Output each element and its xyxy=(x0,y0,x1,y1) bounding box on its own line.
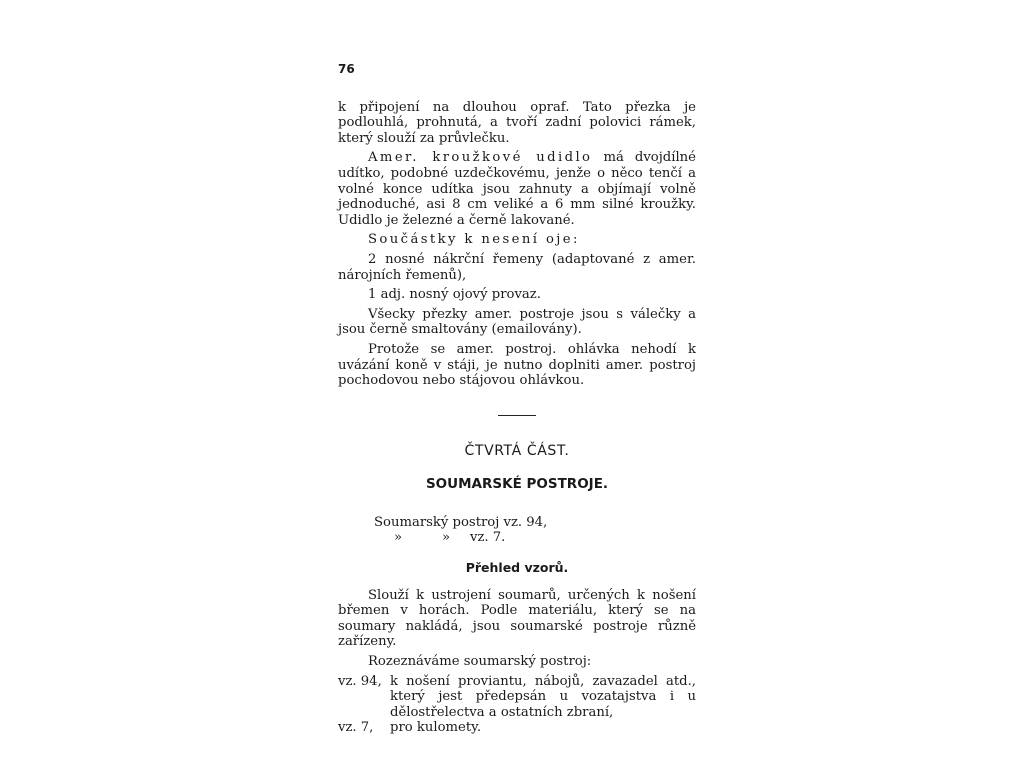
model-entry xyxy=(338,720,696,736)
model-line-ditto xyxy=(374,530,696,546)
model-suffix: vz. 7. xyxy=(470,530,506,546)
model-list xyxy=(374,515,696,546)
ditto-mark: » xyxy=(441,530,451,546)
paragraph-distinguish: Rozeznáváme soumarský postroj: xyxy=(368,654,592,670)
paragraph-components xyxy=(338,232,696,248)
term-lead: Součástky k nesení oje: xyxy=(368,232,580,248)
page-number: 76 xyxy=(338,62,355,76)
model-entry-label: vz. 7, xyxy=(338,720,374,736)
model-entry xyxy=(338,674,696,721)
paragraph-halter: Protože se amer. postroj. ohlávka nehodí k uvázání koně v stáji, je nutno doplniti amer. postroj pochodovou nebo stájovou ohlávkou. xyxy=(338,341,696,389)
ditto-mark: » xyxy=(393,530,403,546)
paragraph-text: má dvojdílné udítko, podobné uzdečkovému, jenže o něco tenčí a volné konce udítka jsou zahnuty a objímají volně jednoduché, asi 8 cm veliké a 6 mm silné kroužky. Udidlo je železné a černě lakované. xyxy=(338,150,696,228)
sub-heading: Přehled vzorů. xyxy=(465,560,569,576)
part-title: ČTVRTÁ ČÁST. xyxy=(464,442,570,459)
model-line: Soumarský postroj vz. 94, xyxy=(374,514,548,530)
paragraph-buckles: Všecky přezky amer. postroje jsou s válečky a jsou černě smaltovány (emailovány). xyxy=(338,306,696,338)
model-entry-text: pro kulomety. xyxy=(390,720,482,736)
document-page xyxy=(338,62,696,736)
section-divider xyxy=(498,415,536,416)
paragraph-bit xyxy=(338,150,696,228)
model-entry-label: vz. 94, xyxy=(338,673,382,689)
paragraph-neck-straps: 2 nosné nákrční řemeny (adaptované z amer. nárojních řemenů), xyxy=(338,251,696,283)
model-entry-text: k nošení proviantu, nábojů, zavazadel atd., který jest předepsán u vozatajstva i u dělostřelectva a ostatních zbraní, xyxy=(390,673,696,720)
chapter-title: SOUMARSKÉ POSTROJE. xyxy=(425,476,609,493)
paragraph-purpose: Slouží k ustrojení soumarů, určených k nošení břemen v horách. Podle materiálu, který se na soumary nakládá, jsou soumarské postroje různě zařízeny. xyxy=(338,587,696,650)
paragraph-rope: 1 adj. nosný ojový provaz. xyxy=(368,287,541,303)
term-lead: Amer. kroužkové udidlo xyxy=(368,150,593,166)
paragraph-continuation: k připojení na dlouhou opraf. Tato přezka je podlouhlá, prohnutá, a tvoří zadní polovici rámek, který slouží za průvlečku. xyxy=(338,99,696,146)
